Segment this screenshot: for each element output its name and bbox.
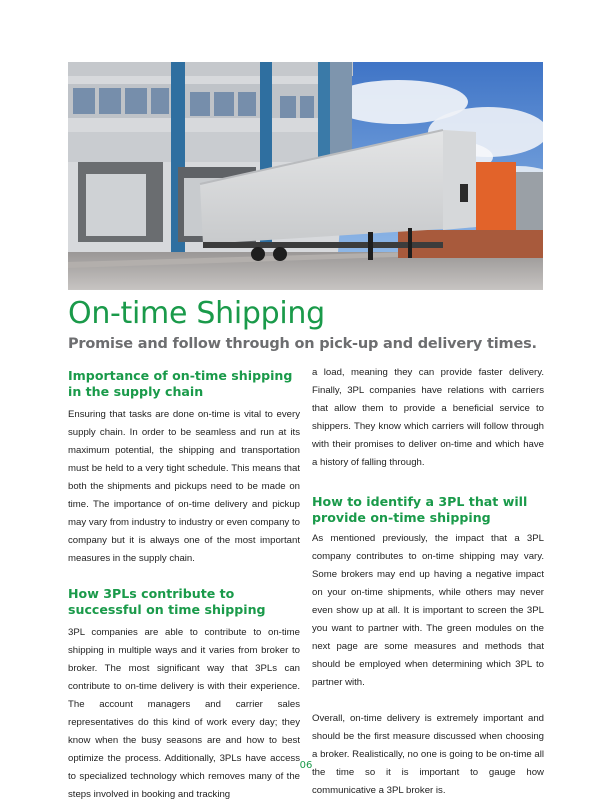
page-title: On-time Shipping — [68, 296, 325, 331]
left-column — [68, 368, 300, 804]
page-subtitle: Promise and follow through on pick-up and delivery times. — [68, 336, 537, 352]
section-heading-importance: Importance of on-time shipping in the supply chain — [68, 368, 293, 399]
warehouse-truck-photo — [68, 62, 543, 290]
page-number: 06 — [299, 760, 313, 771]
section-body-importance: Ensuring that tasks are done on-time is vital to every supply chain. In order to be seamless and run at its maximum potential, the shipping and transportation must be held to a very tight schedule. This means that both the shipments and pickups need to be made on time. The importance of on-time delivery and pickup may vary from industry to industry or even company to company but it is always one of the most important measures in the supply chain. — [68, 409, 300, 564]
section-body-contribute: 3PL companies are able to contribute to on-time shipping in multiple ways and it varies from broker to broker. The most significant way that 3PLs can contribute to on-time delivery is with their experience. The account managers and carrier sales representatives do this kind of work every day; they know when the busy seasons are and how to best optimize the process. Additionally, 3PLs have access to specialized technology which removes many of the steps involved in booking and tracking — [68, 627, 300, 800]
right-column — [312, 364, 544, 800]
section-body-identify-1: As mentioned previously, the impact that a 3PL company contributes to on-time shipping may vary. Some brokers may end up having a negative impact on your on-time shipments, while others may never even show up at all. It is important to screen the 3PL you want to partner with. The green modules on the next page are some measures and methods that should be employed when determining which 3PL to partner with. — [312, 533, 544, 688]
section-body-identify-2: Overall, on-time delivery is extremely important and should be the first measure discussed when choosing a broker. Realistically, no one is going to be on-time all the time so it is important to gauge how communicative a 3PL broker is. — [312, 713, 544, 796]
section-heading-identify: How to identify a 3PL that will provide on-time shipping — [312, 494, 528, 525]
hero-image — [68, 62, 543, 290]
section-heading-contribute: How 3PLs contribute to successful on time shipping — [68, 586, 266, 617]
section-body-contribute-continued: a load, meaning they can provide faster delivery. Finally, 3PL companies have relations with carriers that allow them to provide a beneficial service to shippers. They know which carriers will follow through with their promises to deliver on-time and which have a history of falling through. — [312, 367, 544, 468]
